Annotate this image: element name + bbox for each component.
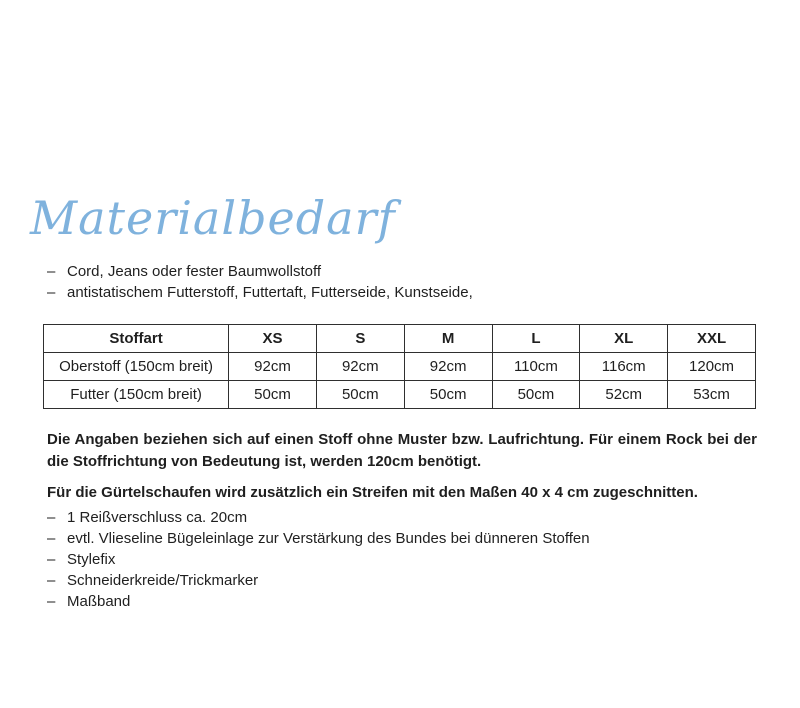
value-cell: 50cm [316, 381, 404, 409]
table-header-cell: XL [580, 325, 668, 353]
list-item [47, 507, 762, 528]
table-header-cell: M [404, 325, 492, 353]
fabric-list [47, 261, 762, 303]
value-cell: 53cm [668, 381, 756, 409]
belt-loop-paragraph: Für die Gürtelschaufen wird zusätzlich ein Streifen mit den Maßen 40 x 4 cm zugeschnitten. [47, 484, 698, 501]
value-cell: 92cm [404, 353, 492, 381]
materials-list [47, 507, 762, 612]
list-item [47, 528, 762, 549]
list-item [47, 261, 762, 282]
dash-marker: – [47, 572, 56, 589]
table-header-row [44, 325, 756, 353]
row-label-cell: Oberstoff (150cm breit) [44, 353, 229, 381]
dash-marker: – [47, 509, 56, 526]
table-header-cell: Stoffart [44, 325, 229, 353]
value-cell: 92cm [229, 353, 317, 381]
list-item [47, 549, 762, 570]
dash-marker: – [47, 263, 56, 280]
table-row [44, 353, 756, 381]
page-title: Materialbedarf [30, 191, 396, 245]
value-cell: 110cm [492, 353, 580, 381]
list-item-text: Stylefix [67, 551, 116, 568]
table-header-cell: S [316, 325, 404, 353]
table-row [44, 381, 756, 409]
list-item-text: Maßband [67, 593, 131, 610]
value-cell: 116cm [580, 353, 668, 381]
value-cell: 50cm [229, 381, 317, 409]
table-header-cell: XXL [668, 325, 756, 353]
dash-marker: – [47, 551, 56, 568]
list-item [47, 570, 762, 591]
list-item [47, 282, 762, 303]
value-cell: 52cm [580, 381, 668, 409]
value-cell: 50cm [492, 381, 580, 409]
list-item-text: Schneiderkreide/Trickmarker [67, 572, 259, 589]
value-cell: 92cm [316, 353, 404, 381]
dash-marker: – [47, 593, 56, 610]
list-item-text: evtl. Vlieseline Bügeleinlage zur Verstärkung des Bundes bei dünneren Stoffen [67, 530, 590, 547]
value-cell: 120cm [668, 353, 756, 381]
row-label-cell: Futter (150cm breit) [44, 381, 229, 409]
dash-marker: – [47, 284, 56, 301]
list-item-text: antistatischem Futterstoff, Futtertaft, Futterseide, Kunstseide, [67, 284, 473, 301]
fabric-requirements-table [43, 324, 756, 409]
list-item [47, 591, 762, 612]
dash-marker: – [47, 530, 56, 547]
note-paragraph: Die Angaben beziehen sich auf einen Stoff ohne Muster bzw. Laufrichtung. Für einem Rock bei der die Stoffrichtung von Bedeutung ist, werden 120cm benötigt. [47, 431, 757, 470]
list-item-text: Cord, Jeans oder fester Baumwollstoff [67, 263, 322, 280]
value-cell: 50cm [404, 381, 492, 409]
list-item-text: 1 Reißverschluss ca. 20cm [67, 509, 248, 526]
table-header-cell: XS [229, 325, 317, 353]
table-header-cell: L [492, 325, 580, 353]
